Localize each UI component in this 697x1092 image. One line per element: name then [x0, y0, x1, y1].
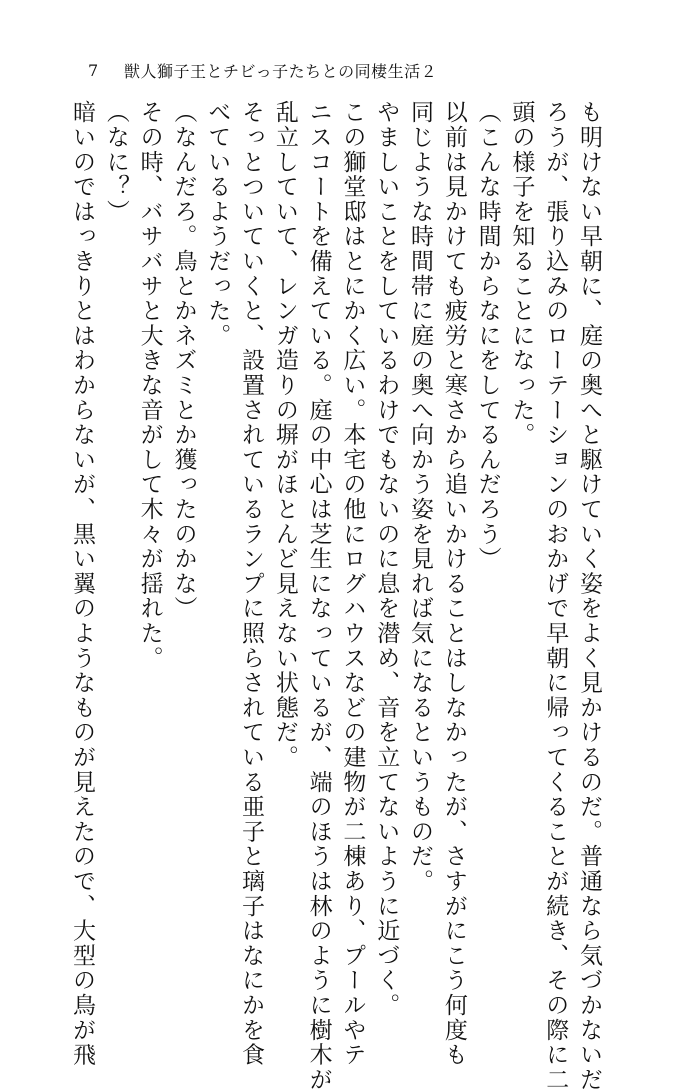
text-line: その時、バサバサと大きな音がして木々が揺れた。: [136, 100, 163, 671]
text-line: やましいことをしているわけでもないのに息を潜め、音を立てないように近づく。: [373, 100, 400, 1018]
text-line: （なんだろ。鳥とかネズミとか獲ったのかな）: [170, 100, 197, 621]
text-line: （なに？）: [102, 100, 129, 224]
text-line: ニスコートを備えている。庭の中心は芝生になっているが、端のほうは林のように樹木が: [305, 100, 332, 1092]
text-line: この獅堂邸はとにかく広い。本宅の他にログハウスなどの建物が二棟あり、プールやテ: [339, 100, 366, 1068]
running-header: [88, 58, 437, 82]
text-line: 頭の様子を知ることになった。: [508, 100, 535, 448]
book-title: 獣人獅子王とチビっ子たちとの同棲生活２: [124, 61, 438, 81]
text-line: そっとついていくと、設置されているランプに照らされている亜子と璃子はなにかを食: [238, 100, 265, 1068]
text-line: ろうが、張り込みのローテーションのおかげで早朝に帰ってくることが続き、その際に二: [542, 100, 569, 1092]
text-line: 暗いのではっきりとはわからないが、黒い翼のようなものが見えたので、大型の鳥が飛: [69, 100, 96, 1068]
text-line: （こんな時間からなにをしてるんだろう）: [474, 100, 501, 572]
text-line: べているようだった。: [204, 100, 231, 348]
text-line: も明けない早朝に、庭の奥へと駆けていく姿をよく見かけるのだ。普通なら気づかないだ: [576, 100, 602, 1092]
text-line: 以前は見かけても疲労と寒さから追いかけることはしなかったが、さすがにこう何度も: [440, 100, 467, 1068]
page-number: 7: [88, 60, 99, 80]
text-line: 同じような時間帯に庭の奥へ向かう姿を見れば気になるというものだ。: [407, 100, 434, 894]
body-text: [64, 100, 605, 1092]
text-line: 乱立していて、レンガ造りの塀がほとんど見えない状態だ。: [271, 100, 298, 770]
